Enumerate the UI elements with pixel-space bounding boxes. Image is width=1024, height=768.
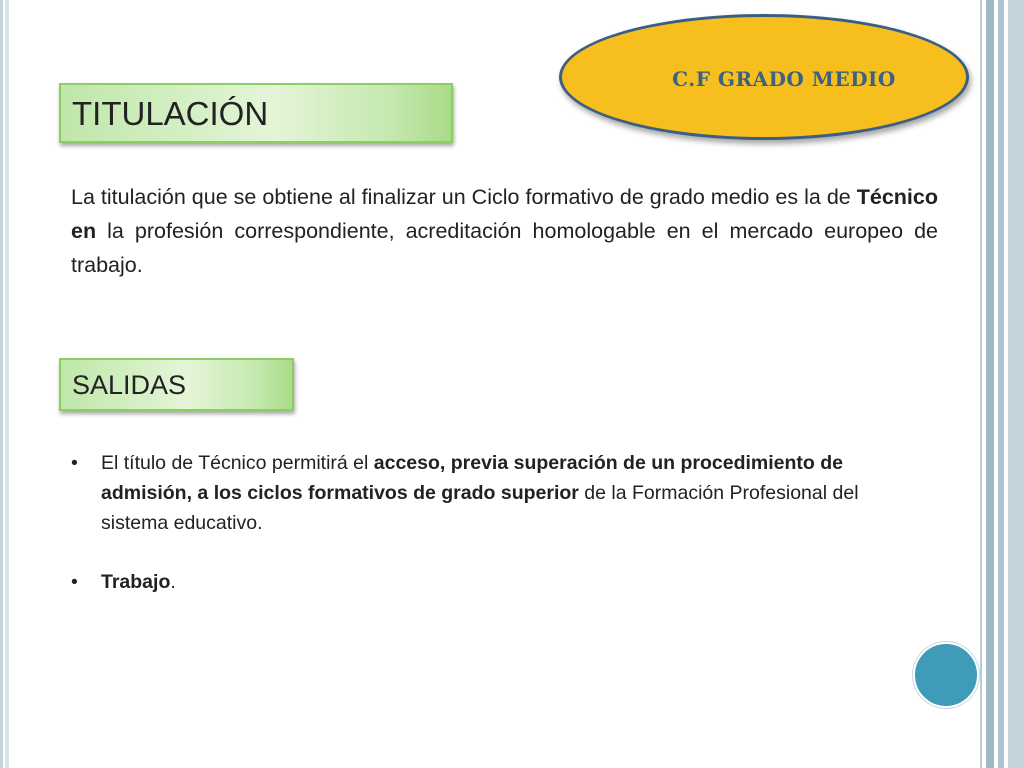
list-item-text-part-1: El título de Técnico permitirá el	[101, 452, 374, 474]
salidas-list	[71, 448, 901, 597]
level-badge	[559, 14, 969, 140]
list-item-text-bold: Trabajo	[101, 571, 171, 593]
bullet-icon: •	[71, 452, 78, 474]
titulacion-text-part-1: La titulación que se obtiene al finalizar un Ciclo formativo de grado medio es la de	[71, 185, 857, 209]
left-border-decoration	[0, 0, 14, 768]
titulacion-text-bold: Técnico en	[71, 185, 938, 243]
bullet-icon: •	[71, 571, 78, 593]
titulacion-description	[71, 180, 938, 282]
list-item	[71, 567, 901, 597]
titulacion-text-part-2: la profesión correspondiente, acreditación homologable en el mercado europeo de trabajo.	[71, 219, 938, 277]
list-item	[71, 448, 901, 538]
salidas-heading: SALIDAS	[59, 358, 294, 411]
titulacion-heading: TITULACIÓN	[59, 83, 453, 143]
decorative-circle	[913, 642, 979, 708]
level-badge-label: C.F GRADO MEDIO	[672, 67, 896, 91]
list-item-text-part-2: de la Formación Profesional del sistema educativo.	[101, 482, 859, 534]
right-border-decoration	[978, 0, 1024, 768]
list-item-text-part-2: .	[170, 571, 176, 593]
list-item-text-bold: acceso, previa superación de un procedimiento de admisión, a los ciclos formativos de grado superior	[101, 452, 843, 504]
